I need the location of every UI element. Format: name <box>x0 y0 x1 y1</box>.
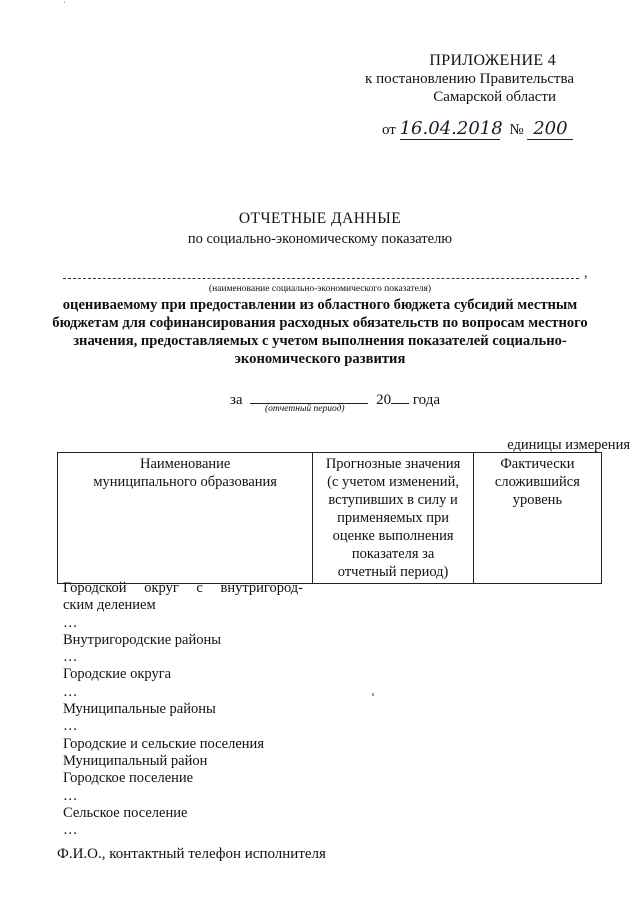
year-prefix: 20 <box>376 392 392 408</box>
contact-footer: Ф.И.О., контактный телефон исполнителя <box>57 846 326 862</box>
header-forecast-line: вступивших в силу и <box>328 492 458 508</box>
municipality-list <box>63 580 303 839</box>
scan-tick-mark: ' <box>64 0 66 9</box>
scan-speck <box>372 693 374 696</box>
period-suffix: года <box>412 392 440 408</box>
year-blank <box>391 389 409 404</box>
header-forecast-line: применяемых при <box>337 510 449 526</box>
period-caption: (отчетный период) <box>265 404 345 414</box>
appendix-block <box>365 52 574 106</box>
indicator-comma: , <box>584 266 588 281</box>
header-actual <box>473 453 601 584</box>
resolution-date-row <box>382 118 573 142</box>
report-table <box>57 452 602 584</box>
list-item: Муниципальный район <box>63 752 208 769</box>
list-item: Городские и сельские поселения <box>63 735 264 752</box>
header-actual-line: уровень <box>512 492 563 508</box>
header-municipality-line: муниципального образования <box>93 474 277 490</box>
resolution-date: 16.04.2018 <box>399 118 503 139</box>
period-prefix: за <box>230 392 243 408</box>
period-blank <box>250 389 368 404</box>
header-forecast-line: Прогнозные значения <box>325 456 461 472</box>
table-header-row <box>58 453 602 584</box>
list-item: Муниципальные районы <box>63 701 216 718</box>
header-actual-line: Фактически <box>500 456 575 472</box>
list-item-ellipsis: … <box>63 822 79 839</box>
resolution-number: 200 <box>527 118 573 140</box>
list-item: Городской округ с внутригород- <box>63 580 303 596</box>
purpose-line-3: значения, предоставляемых с учетом выполнения показателей социально- <box>73 333 567 349</box>
list-item: Сельское поселение <box>63 804 188 821</box>
purpose-line-2: бюджетам для софинансирования расходных обязательств по вопросам местного <box>52 315 588 331</box>
header-forecast <box>313 453 473 584</box>
units-label: единицы измерения <box>507 437 630 453</box>
indicator-name-line <box>63 278 579 279</box>
header-forecast-line: (с учетом изменений, <box>327 474 459 490</box>
purpose-paragraph <box>0 296 640 368</box>
appendix-line-2: Самарской области <box>433 89 556 105</box>
list-item-ellipsis: … <box>63 683 79 700</box>
appendix-line-1: к постановлению Правительства <box>365 71 574 87</box>
list-item: Городское поселение <box>63 770 194 787</box>
document-title: ОТЧЕТНЫЕ ДАННЫЕ <box>238 210 402 227</box>
header-forecast-line: отчетный период) <box>337 564 449 580</box>
list-item: Внутригородские районы <box>63 631 221 648</box>
number-label: № <box>509 122 524 138</box>
header-municipality <box>58 453 313 584</box>
list-item: ским делением <box>63 597 156 614</box>
list-item-ellipsis: … <box>63 718 79 735</box>
appendix-title: ПРИЛОЖЕНИЕ 4 <box>429 52 556 69</box>
header-forecast-line: показателя за <box>351 546 435 562</box>
header-actual-line: сложившийся <box>494 474 580 490</box>
purpose-line-1: оцениваемому при предоставлении из областного бюджета субсидий местным <box>62 297 578 313</box>
purpose-line-4: экономического развития <box>234 351 406 367</box>
list-item-ellipsis: … <box>63 649 79 666</box>
from-label: от <box>382 122 396 138</box>
list-item-ellipsis: … <box>63 614 79 631</box>
list-item: Городские округа <box>63 666 172 683</box>
header-municipality-line: Наименование <box>140 456 231 472</box>
document-subtitle: по социально-экономическому показателю <box>187 231 453 247</box>
header-forecast-line: оценке выполнения <box>332 528 454 544</box>
indicator-caption: (наименование социально-экономического показателя) <box>208 284 432 294</box>
list-item-ellipsis: … <box>63 787 79 804</box>
